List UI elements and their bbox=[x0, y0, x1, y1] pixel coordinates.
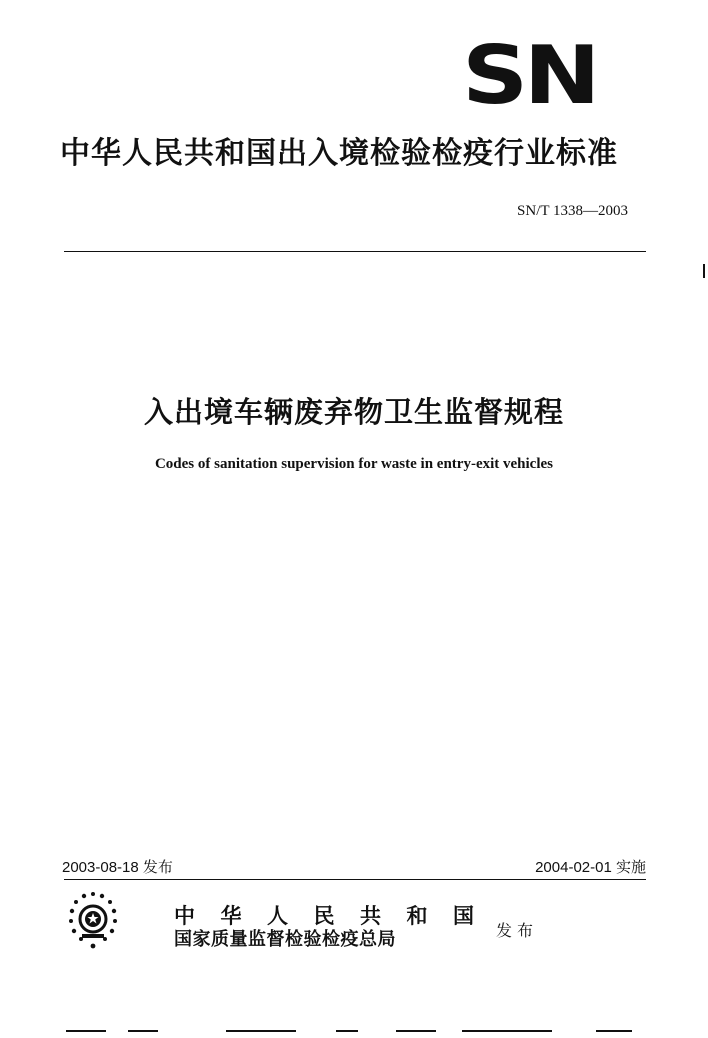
issuer-country-line bbox=[174, 904, 474, 928]
issuer-char: 中 bbox=[174, 903, 195, 928]
footer-artifact-strip bbox=[0, 1019, 708, 1024]
issuer-char: 民 bbox=[313, 903, 335, 928]
sn-logo: SN bbox=[462, 29, 597, 122]
national-emblem-icon bbox=[62, 890, 124, 950]
standard-number: SN/T 1338—2003 bbox=[517, 203, 628, 219]
industry-standard-heading: 中华人民共和国出入境检验检疫行业标准 bbox=[60, 136, 618, 171]
edge-mark bbox=[703, 264, 705, 278]
issuer-char: 和 bbox=[406, 903, 428, 928]
document-title-chinese: 入出境车辆废弃物卫生监督规程 bbox=[143, 395, 564, 429]
issuer-char: 共 bbox=[360, 903, 381, 928]
issuer-char: 华 bbox=[220, 903, 242, 928]
bottom-divider bbox=[64, 879, 646, 880]
document-title-english: Codes of sanitation supervision for waste in entry-exit vehicles bbox=[154, 456, 554, 472]
issuer-agency-line: 国家质量监督检验检疫总局 bbox=[174, 929, 396, 950]
issuer-char: 国 bbox=[453, 903, 474, 928]
publish-label: 发布 bbox=[496, 921, 539, 940]
effective-date: 2004-02-01 实施 bbox=[535, 859, 646, 876]
top-divider bbox=[64, 251, 646, 252]
issue-date: 2003-08-18 发布 bbox=[62, 859, 173, 876]
issuer-char: 人 bbox=[267, 903, 288, 928]
